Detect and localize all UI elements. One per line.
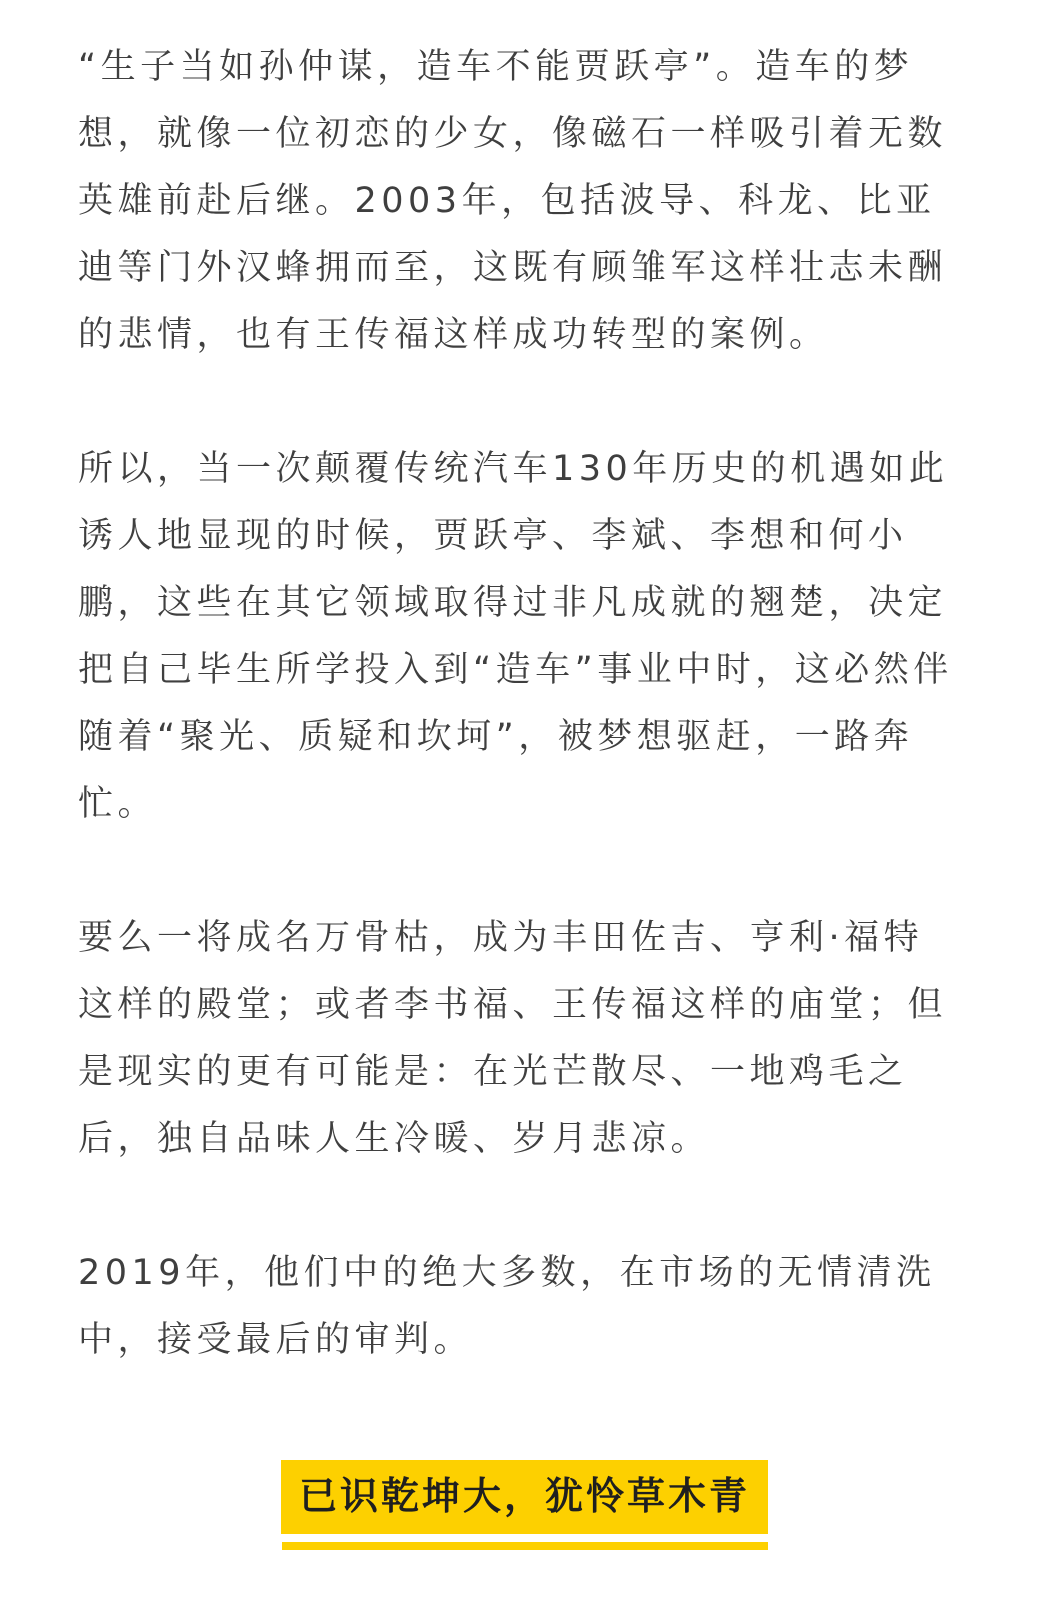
section-heading: 已识乾坤大，犹怜草木青 bbox=[281, 1460, 768, 1534]
paragraph-line: 中，接受最后的审判。 bbox=[78, 1320, 474, 1360]
paragraph-1 bbox=[78, 34, 958, 369]
paragraph-line: 2019年，他们中的绝大多数，在市场的无情清洗 bbox=[78, 1253, 936, 1293]
paragraph-line: 迪等门外汉蜂拥而至，这既有顾雏军这样壮志未酬 bbox=[78, 248, 948, 288]
paragraph-2 bbox=[78, 436, 958, 838]
paragraph-line: 的悲情，也有王传福这样成功转型的案例。 bbox=[78, 315, 829, 355]
section-heading-block bbox=[0, 1460, 1049, 1550]
paragraph-line: 随着“聚光、质疑和坎坷”，被梦想驱赶，一路奔 bbox=[78, 717, 914, 757]
paragraph-gap bbox=[78, 1173, 958, 1240]
heading-underline-bar bbox=[282, 1542, 768, 1550]
paragraph-line: 想，就像一位初恋的少女，像磁石一样吸引着无数 bbox=[78, 114, 948, 154]
paragraph-gap bbox=[78, 369, 958, 436]
paragraph-line: 这样的殿堂；或者李书福、王传福这样的庙堂；但 bbox=[78, 985, 948, 1025]
paragraph-4 bbox=[78, 1240, 958, 1374]
paragraph-line: 所以，当一次颠覆传统汽车130年历史的机遇如此 bbox=[78, 449, 949, 489]
paragraph-gap bbox=[78, 838, 958, 905]
paragraph-3 bbox=[78, 905, 958, 1173]
paragraph-line: 要么一将成名万骨枯，成为丰田佐吉、亨利·福特 bbox=[78, 918, 924, 958]
paragraph-line: 诱人地显现的时候，贾跃亭、李斌、李想和何小 bbox=[78, 516, 908, 556]
paragraph-line: 是现实的更有可能是：在光芒散尽、一地鸡毛之 bbox=[78, 1052, 908, 1092]
paragraph-line: 忙。 bbox=[78, 784, 158, 824]
paragraph-line: 鹏，这些在其它领域取得过非凡成就的翘楚，决定 bbox=[78, 583, 948, 623]
paragraph-line: 把自己毕生所学投入到“造车”事业中时，这必然伴 bbox=[78, 650, 953, 690]
paragraph-line: 英雄前赴后继。2003年，包括波导、科龙、比亚 bbox=[78, 181, 936, 221]
paragraph-line: “生子当如孙仲谋，造车不能贾跃亭”。造车的梦 bbox=[78, 47, 914, 87]
article-body bbox=[78, 34, 958, 1374]
paragraph-line: 后，独自品味人生冷暖、岁月悲凉。 bbox=[78, 1119, 711, 1159]
